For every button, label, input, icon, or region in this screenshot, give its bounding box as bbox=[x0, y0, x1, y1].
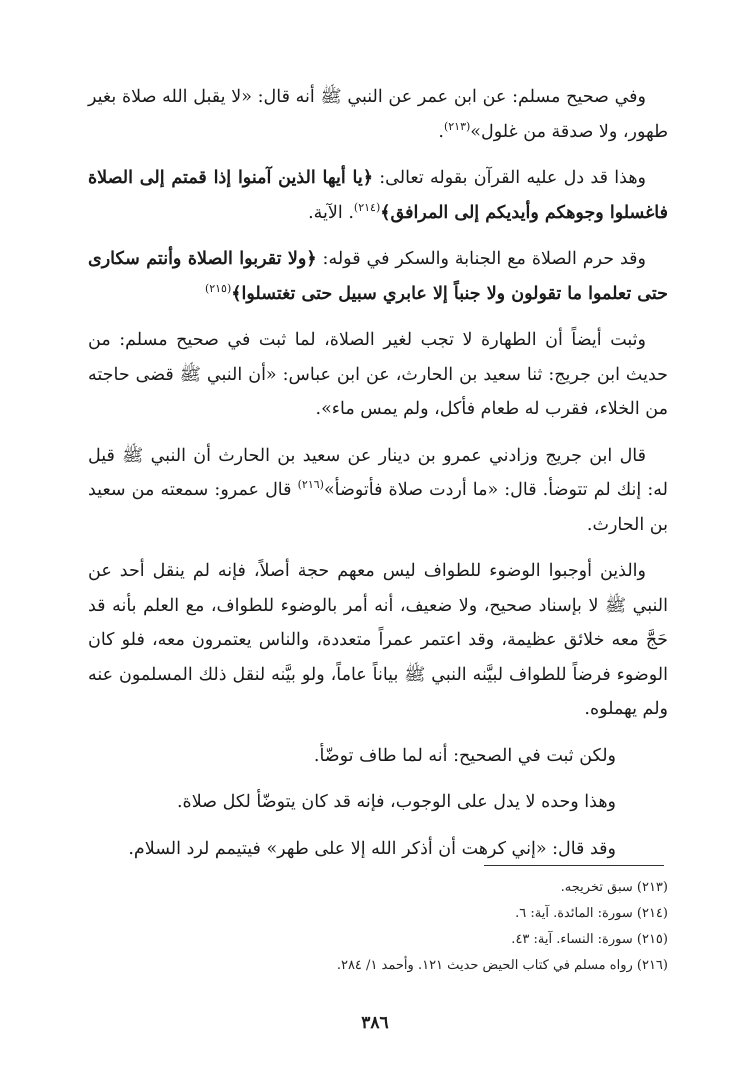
paragraph-2-tail: . الآية. bbox=[308, 202, 354, 223]
quran-verse-nisa: ﴿ولا تقربوا الصلاة وأنتم سكارى حتى تعلموا ما تقولون ولا جنباً إلا عابري سبيل حتى تغتسلوا﴾ bbox=[88, 249, 668, 304]
footnote-ref-214[interactable]: (٢١٤) bbox=[353, 200, 381, 214]
footnote-ref-213[interactable]: (٢١٣) bbox=[443, 119, 471, 133]
paragraph-1 bbox=[88, 80, 668, 149]
paragraph-5-tail: قال عمرو: سمعته من سعيد بن الحارث. bbox=[88, 480, 668, 535]
footnotes bbox=[220, 875, 668, 979]
paragraph-3 bbox=[88, 242, 668, 311]
footnote-215: (٢١٥) سورة: النساء. آية: ٤٣. bbox=[511, 932, 668, 947]
paragraph-7 bbox=[88, 739, 668, 774]
paragraph-1-text: وفي صحيح مسلم: عن ابن عمر عن النبي ﷺ أنه قال: «لا يقبل الله صلاة بغير طهور، ولا صدقة من غلول» bbox=[88, 87, 668, 142]
paragraph-5 bbox=[88, 439, 668, 543]
footnote-ref-215[interactable]: (٢١٥) bbox=[204, 281, 232, 295]
paragraph-8 bbox=[88, 785, 668, 820]
paragraph-6-text: والذين أوجبوا الوضوء للطواف ليس معهم حجة أصلاً، فإنه لم ينقل أحد عن النبي ﷺ لا بإسناد صحيح، ولا ضعيف، أنه أمر بالوضوء للطواف، مع العلم بأنه قد حَجَّ معه خلائق عظيمة، وقد اعتمر عمراً متعددة، والناس يعتمرون معه، فلو كان الوضوء فرضاً للطواف لبيَّنه النبي ﷺ بياناً عاماً، ولو بيَّنه لنقل ذلك المسلمون عنه ولم يهملوه. bbox=[88, 561, 668, 719]
paragraph-7-text: ولكن ثبت في الصحيح: أنه لما طاف توضّأ. bbox=[313, 745, 616, 766]
paragraph-9-text: وقد قال: «إني كرهت أن أذكر الله إلا على طهر» فيتيمم لرد السلام. bbox=[128, 838, 616, 859]
page-number: ٣٨٦ bbox=[361, 1013, 389, 1033]
main-text bbox=[88, 80, 668, 878]
paragraph-6 bbox=[88, 554, 668, 727]
paragraph-4 bbox=[88, 323, 668, 427]
footnote-214: (٢١٤) سورة: المائدة. آية: ٦. bbox=[515, 906, 668, 921]
paragraph-4-text: وثبت أيضاً أن الطهارة لا تجب لغير الصلاة، لما ثبت في صحيح مسلم: من حديث ابن جريج: ثنا سعيد بن الحارث، عن ابن عباس: «أن النبي ﷺ قضى حاجته من الخلاء، فقرب له طعام فأكل، ولم يمس ماء». bbox=[88, 330, 668, 419]
quran-verse-maidah: ﴿يا أيها الذين آمنوا إذا قمتم إلى الصلاة فاغسلوا وجوهكم وأيديكم إلى المرافق﴾ bbox=[88, 168, 668, 223]
paragraph-8-text: وهذا وحده لا يدل على الوجوب، فإنه قد كان يتوضّأ لكل صلاة. bbox=[176, 792, 616, 812]
footnote-216: (٢١٦) رواه مسلم في كتاب الحيض حديث ١٢١. وأحمد ١/ ٢٨٤. bbox=[336, 958, 668, 973]
paragraph-1-tail: . bbox=[438, 121, 444, 142]
footnote-ref-216[interactable]: (٢١٦) bbox=[297, 478, 324, 492]
paragraph-2 bbox=[88, 161, 668, 230]
paragraph-9 bbox=[88, 832, 668, 867]
paragraph-3-text: وقد حرم الصلاة مع الجنابة والسكر في قوله: bbox=[316, 249, 646, 269]
paragraph-5-text: قال ابن جريج وزادني عمرو بن دينار عن سعيد بن الحارث أن النبي ﷺ قيل له: إنك لم تتوضأ. قال: «ما أردت صلاة فأتوضأ» bbox=[88, 445, 668, 500]
paragraph-2-text: وهذا قد دل عليه القرآن بقوله تعالى: bbox=[372, 168, 646, 188]
footnote-divider bbox=[484, 865, 664, 866]
footnote-213: (٢١٣) سبق تخريجه. bbox=[560, 880, 668, 895]
